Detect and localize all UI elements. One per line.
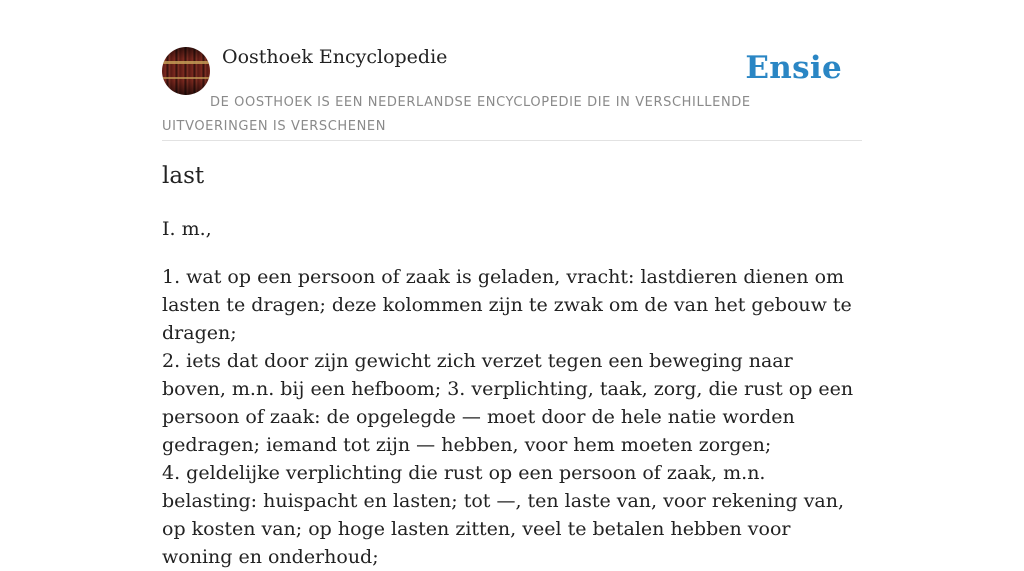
source-avatar[interactable] (162, 47, 210, 95)
definition-paragraph-2: 2. iets dat door zijn gewicht zich verzet tegen een beweging naar boven, m.n. bij een hefboom; 3. verplichting, taak, zorg, die rust op een persoon of zaak: de opgelegde — moet door de hele natie worden gedragen; iemand tot zijn — hebben, voor hem moeten zorgen; (162, 350, 854, 456)
page-container (162, 44, 862, 568)
encyclopedia-books-icon (162, 61, 210, 64)
book-band-detail (162, 77, 210, 79)
definition-paragraph-1: 1. wat op een persoon of zaak is geladen, vracht: lastdieren dienen om lasten te dragen; deze kolommen zijn te zwak om de van het gebouw te dragen; (162, 266, 852, 344)
entry-grammar: I. m., (162, 218, 212, 240)
brand-logo[interactable]: Ensie (745, 50, 842, 86)
source-title[interactable]: Oosthoek Encyclopedie (222, 46, 448, 68)
entry-title: last (162, 163, 205, 189)
definition-paragraph-3: 4. geldelijke verplichting die rust op een persoon of zaak, m.n. belasting: huispacht en lasten; tot —, ten laste van, voor rekening van, op kosten van; op hoge lasten zitten, veel te betalen hebben voor woning en onderhoud; (162, 462, 845, 568)
entry-definition (162, 263, 862, 571)
source-subtitle: DE OOSTHOEK IS EEN NEDERLANDSE ENCYCLOPEDIE DIE IN VERSCHILLENDE UITVOERINGEN IS VERSCHENEN (162, 95, 751, 134)
source-header (162, 44, 862, 141)
